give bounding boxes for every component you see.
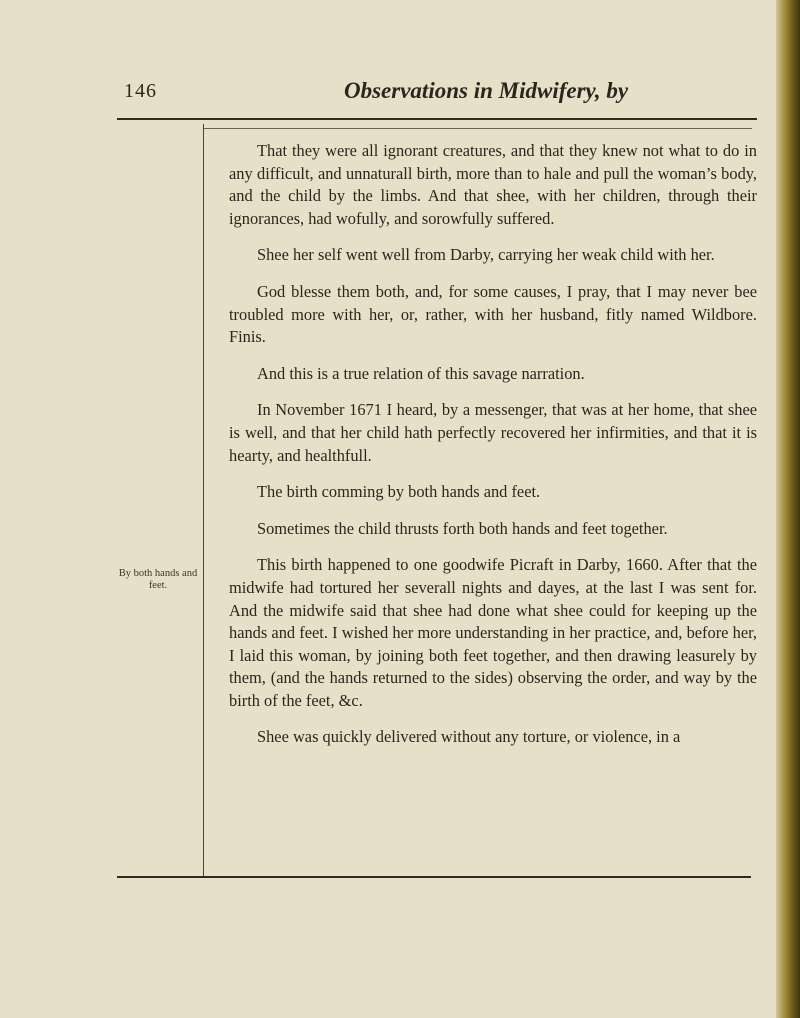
paragraph: Shee was quickly delivered without any torture, or violence, in a: [257, 727, 681, 747]
paragraph: And this is a true relation of this savage narration.: [257, 363, 585, 383]
page-number: 146: [124, 80, 157, 102]
margin-note: By both hands and feet.: [118, 568, 198, 591]
paragraph: The birth comming by both hands and feet.: [257, 482, 541, 502]
book-spine-edge: [776, 0, 800, 1018]
paragraph: Shee her self went well from Darby, carrying her weak child with her.: [257, 245, 715, 265]
margin-divider: [203, 124, 204, 876]
running-title: Observations in Midwifery, by: [344, 78, 629, 103]
paragraph: In November 1671 I heard, by a messenger, that was at her home, that shee is well, and that her child hath perfectly recovered her infirmities, and that it is hearty, and healthfull.: [229, 400, 757, 465]
inner-top-rule: [204, 128, 752, 129]
paragraph: God blesse them both, and, for some causes, I pray, that I may never bee troubled more with her, or, rather, with her husband, fitly named Wildbore. Finis.: [229, 281, 757, 347]
bottom-rule: [117, 876, 751, 878]
paragraph: Sometimes the child thrusts forth both hands and feet together.: [257, 518, 668, 538]
body-text: [229, 140, 757, 749]
paragraph: That they were all ignorant creatures, and that they knew not what to do in any difficult, and unnaturall birth, more than to hale and pull the woman’s body, and the child by the limbs. And that shee, with her children, through their ignorances, had wofully, and sorowfully suffered.: [229, 141, 757, 228]
paragraph: This birth happened to one goodwife Picraft in Darby, 1660. After that the midwife had tortured her severall nights and dayes, at the last I was sent for. And the midwife said that shee had done what shee could for keeping up the hands and feet. I wished her more understanding in her practice, and, before her, I laid this woman, by joining both feet together, and then drawing leasurely by them, (and the hands returned to the sides) observing the order, and way by the birth of the feet, &c.: [229, 555, 757, 710]
top-rule: [117, 118, 757, 120]
